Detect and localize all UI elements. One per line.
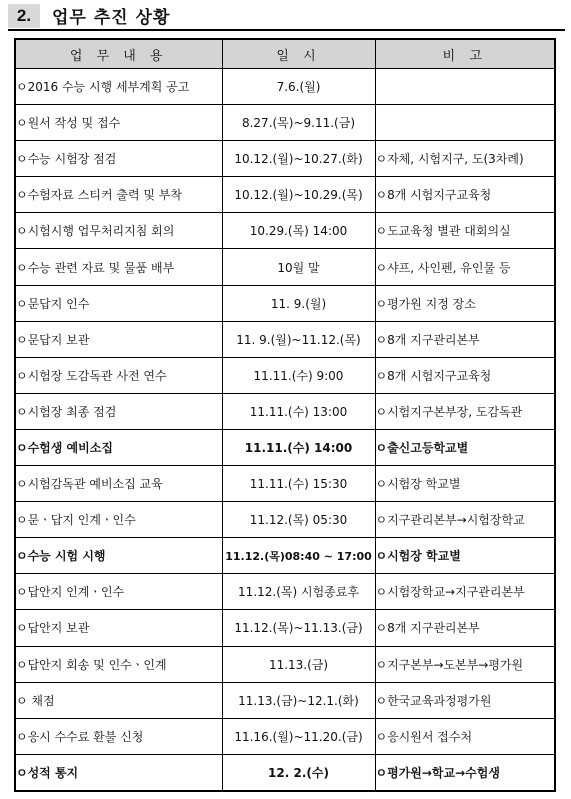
- task-cell: ㅇ수험생 예비소집: [15, 429, 222, 465]
- task-cell: ㅇ수능 시험 시행: [15, 538, 222, 574]
- header-task: 업 무 내 용: [15, 39, 222, 69]
- section-title: 업무 추진 상황: [52, 8, 171, 28]
- task-cell: ㅇ수험자료 스티커 출력 및 부착: [15, 177, 222, 213]
- task-cell: ㅇ 채점: [15, 682, 222, 718]
- note-cell: ㅇ8개 지구관리본부: [375, 610, 555, 646]
- table-row: [15, 141, 555, 177]
- table-row: [15, 105, 555, 141]
- note-cell: ㅇ시험장 학교별: [375, 466, 555, 502]
- task-cell: ㅇ2016 수능 시행 세부계획 공고: [15, 69, 222, 105]
- task-cell: ㅇ시험장 최종 점검: [15, 393, 222, 429]
- note-cell: [375, 105, 555, 141]
- date-cell: 10월 말: [222, 249, 375, 285]
- note-cell: ㅇ한국교육과정평가원: [375, 682, 555, 718]
- task-cell: ㅇ답안지 보관: [15, 610, 222, 646]
- note-cell: ㅇ8개 시험지구교육청: [375, 357, 555, 393]
- table-row: [15, 69, 555, 105]
- note-cell: ㅇ평가원 지정 장소: [375, 285, 555, 321]
- note-cell: ㅇ시험지구본부장, 도감독관: [375, 393, 555, 429]
- note-cell: ㅇ시험장 학교별: [375, 538, 555, 574]
- table-row: [15, 357, 555, 393]
- note-cell: ㅇ8개 지구관리본부: [375, 321, 555, 357]
- note-cell: [375, 69, 555, 105]
- table-row: [15, 682, 555, 718]
- task-cell: ㅇ시험장 도감독관 사전 연수: [15, 357, 222, 393]
- date-cell: 10.12.(월)~10.27.(화): [222, 141, 375, 177]
- table-row: [15, 574, 555, 610]
- table-row: [15, 213, 555, 249]
- task-cell: ㅇ수능 관련 자료 및 물품 배부: [15, 249, 222, 285]
- table-row: [15, 285, 555, 321]
- task-cell: ㅇ문ㆍ답지 인계ㆍ인수: [15, 502, 222, 538]
- task-cell: ㅇ답안지 인계ㆍ인수: [15, 574, 222, 610]
- table-row: [15, 249, 555, 285]
- task-cell: ㅇ응시 수수료 환불 신청: [15, 718, 222, 754]
- date-cell: 11.11.(수) 13:00: [222, 393, 375, 429]
- table-row: [15, 321, 555, 357]
- table-row: [15, 393, 555, 429]
- note-cell: ㅇ출신고등학교별: [375, 429, 555, 465]
- date-cell: 11.12.(목)~11.13.(금): [222, 610, 375, 646]
- date-cell: 11.11.(수) 9:00: [222, 357, 375, 393]
- date-cell: 11.12.(목) 05:30: [222, 502, 375, 538]
- note-cell: ㅇ자체, 시험지구, 도(3차례): [375, 141, 555, 177]
- note-cell: ㅇ시험장학교→지구관리본부: [375, 574, 555, 610]
- date-cell: 11. 9.(월)~11.12.(목): [222, 321, 375, 357]
- table-row: [15, 177, 555, 213]
- date-cell: 7.6.(월): [222, 69, 375, 105]
- header-rule: [8, 29, 565, 31]
- header-note: 비 고: [375, 39, 555, 69]
- section-number: 2.: [8, 4, 40, 28]
- table-row: [15, 610, 555, 646]
- date-cell: 11.12.(목)08:40 ~ 17:00: [222, 538, 375, 574]
- header-date: 일 시: [222, 39, 375, 69]
- note-cell: ㅇ지구관리본부→시험장학교: [375, 502, 555, 538]
- date-cell: 10.12.(월)~10.29.(목): [222, 177, 375, 213]
- date-cell: 11.11.(수) 15:30: [222, 466, 375, 502]
- note-cell: ㅇ응시원서 접수처: [375, 718, 555, 754]
- note-cell: ㅇ8개 시험지구교육청: [375, 177, 555, 213]
- table-row: [15, 538, 555, 574]
- date-cell: 11.13.(금): [222, 646, 375, 682]
- note-cell: ㅇ샤프, 사인펜, 유인물 등: [375, 249, 555, 285]
- table-row: [15, 718, 555, 754]
- task-cell: ㅇ시험시행 업무처리지침 회의: [15, 213, 222, 249]
- date-cell: 11.11.(수) 14:00: [222, 429, 375, 465]
- table-row: [15, 429, 555, 465]
- date-cell: 11. 9.(월): [222, 285, 375, 321]
- date-cell: 11.13.(금)~12.1.(화): [222, 682, 375, 718]
- table-body: [15, 69, 555, 791]
- date-cell: 12. 2.(수): [222, 754, 375, 791]
- date-cell: 10.29.(목) 14:00: [222, 213, 375, 249]
- table-row: [15, 466, 555, 502]
- task-cell: ㅇ답안지 회송 및 인수ㆍ인계: [15, 646, 222, 682]
- table-row: [15, 502, 555, 538]
- table-header-row: [15, 39, 555, 69]
- task-cell: ㅇ문답지 보관: [15, 321, 222, 357]
- date-cell: 11.12.(목) 시험종료후: [222, 574, 375, 610]
- task-cell: ㅇ원서 작성 및 접수: [15, 105, 222, 141]
- section-header: [4, 0, 567, 30]
- date-cell: 11.16.(월)~11.20.(금): [222, 718, 375, 754]
- note-cell: ㅇ도교육청 별관 대회의실: [375, 213, 555, 249]
- date-cell: 8.27.(목)~9.11.(금): [222, 105, 375, 141]
- table-row: [15, 754, 555, 791]
- note-cell: ㅇ지구본부→도본부→평가원: [375, 646, 555, 682]
- task-cell: ㅇ문답지 인수: [15, 285, 222, 321]
- task-cell: ㅇ수능 시험장 점검: [15, 141, 222, 177]
- task-cell: ㅇ시험감독관 예비소집 교육: [15, 466, 222, 502]
- table-row: [15, 646, 555, 682]
- schedule-table: [14, 38, 556, 792]
- task-cell: ㅇ성적 통지: [15, 754, 222, 791]
- note-cell: ㅇ평가원→학교→수험생: [375, 754, 555, 791]
